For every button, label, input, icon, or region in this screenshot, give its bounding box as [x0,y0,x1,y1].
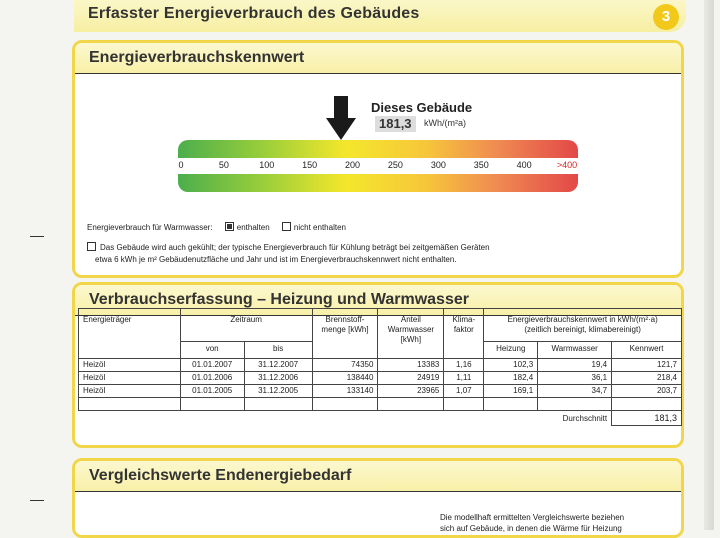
comparison-text [440,512,624,534]
cell-carrier: Heizöl [79,385,181,398]
cell-to: 31.12.2005 [244,385,312,398]
scale-tick: >400 [556,160,578,170]
scale-tick: 400 [516,160,532,170]
cell-fuel: 133140 [312,385,378,398]
header-period: Zeitraum [180,309,312,342]
cell-carrier: Heizöl [79,359,181,372]
header-to: bis [244,342,312,359]
scale-tick: 0 [178,160,184,170]
not-included-checkbox[interactable] [282,222,291,231]
cell-to: 31.12.2006 [244,372,312,385]
header-climate-factor: Klima-faktor [444,309,484,359]
cooling-checkbox[interactable] [87,242,96,251]
header-heating: Heizung [484,342,538,359]
header-hot-water-share: Anteil Warmwasser [kWh] [378,309,444,359]
cooling-note [87,242,567,266]
table-row-empty [79,398,682,411]
average-value: 181,3 [612,411,682,426]
header-kennwert-sub: (zeitlich bereinigt, klimabereinigt) [524,325,641,334]
header-carrier: Energieträger [79,309,181,359]
cell-hot-water: 19,4 [538,359,612,372]
header-from: von [180,342,244,359]
warmwater-label: Energieverbrauch für Warmwasser: [87,223,213,232]
cell-hot-water-share: 13383 [378,359,444,372]
cell-climate-factor: 1,07 [444,385,484,398]
comparison-heading: Vergleichswerte Endenergiebedarf [75,461,681,492]
header-kennwert [484,309,682,342]
cell-from: 01.01.2006 [180,372,244,385]
scan-edge-shadow [704,0,714,530]
punch-mark [30,500,44,501]
page-number-badge: 3 [653,4,679,30]
scale-tick: 150 [302,160,318,170]
header-total: Kennwert [612,342,682,359]
down-arrow-icon [326,96,356,140]
cell-fuel: 74350 [312,359,378,372]
scale-tick: 200 [345,160,361,170]
warmwater-row [87,222,346,232]
cell-total: 121,7 [612,359,682,372]
scale-tick: 300 [430,160,446,170]
cell-total: 218,4 [612,372,682,385]
cell-hot-water: 34,7 [538,385,612,398]
cell-fuel: 138440 [312,372,378,385]
cell-from: 01.01.2007 [180,359,244,372]
scale-tick: 350 [473,160,489,170]
cell-heating: 102,3 [484,359,538,372]
scale-tick: 100 [259,160,275,170]
cell-to: 31.12.2007 [244,359,312,372]
cooling-note-line2: etwa 6 kWh je m² Gebäudenutzfläche und Jahr und ist im Energieverbrauchskennwert nicht enthalten. [95,255,457,264]
consumption-recording-heading: Verbrauchserfassung – Heizung und Warmwasser [75,285,681,316]
header-hot-water: Warmwasser [538,342,612,359]
included-checkbox[interactable] [225,222,234,231]
consumption-table [78,308,682,426]
consumption-unit: kWh/(m²a) [424,118,466,128]
consumption-index-heading: Energieverbrauchskennwert [75,43,681,74]
comparison-text-line1: Die modellhaft ermittelten Vergleichswerte beziehen [440,513,625,522]
comparison-text-line2: sich auf Gebäude, in denen die Wärme für Heizung [440,524,622,533]
building-label: Dieses Gebäude [371,100,473,115]
punch-mark [30,236,44,237]
consumption-value: 181,3 [375,116,416,132]
cell-hot-water: 36,1 [538,372,612,385]
cell-hot-water-share: 24919 [378,372,444,385]
cell-carrier: Heizöl [79,372,181,385]
cell-from: 01.01.2005 [180,385,244,398]
cell-climate-factor: 1,11 [444,372,484,385]
average-label: Durchschnitt [79,411,612,426]
header-kennwert-title: Energieverbrauchskennwert in kWh/(m²·a) [507,315,658,324]
cell-total: 203,7 [612,385,682,398]
included-label: enthalten [236,223,270,232]
cell-heating: 169,1 [484,385,538,398]
table-row [79,385,682,398]
not-included-label: nicht enthalten [293,223,346,232]
scale-tick: 50 [218,160,229,170]
scale-tick: 250 [387,160,403,170]
table-row [79,359,682,372]
cell-hot-water-share: 23965 [378,385,444,398]
table-average-row [79,411,682,426]
cell-heating: 182,4 [484,372,538,385]
header-fuel-amount: Brennstoff-menge [kWh] [312,309,378,359]
cooling-note-line1: Das Gebäude wird auch gekühlt; der typische Energieverbrauch für Kühlung beträgt bei zeitgemäßen Geräten [100,243,490,252]
page-title: Erfasster Energieverbrauch des Gebäudes [88,5,420,22]
table-row [79,372,682,385]
cell-climate-factor: 1,16 [444,359,484,372]
